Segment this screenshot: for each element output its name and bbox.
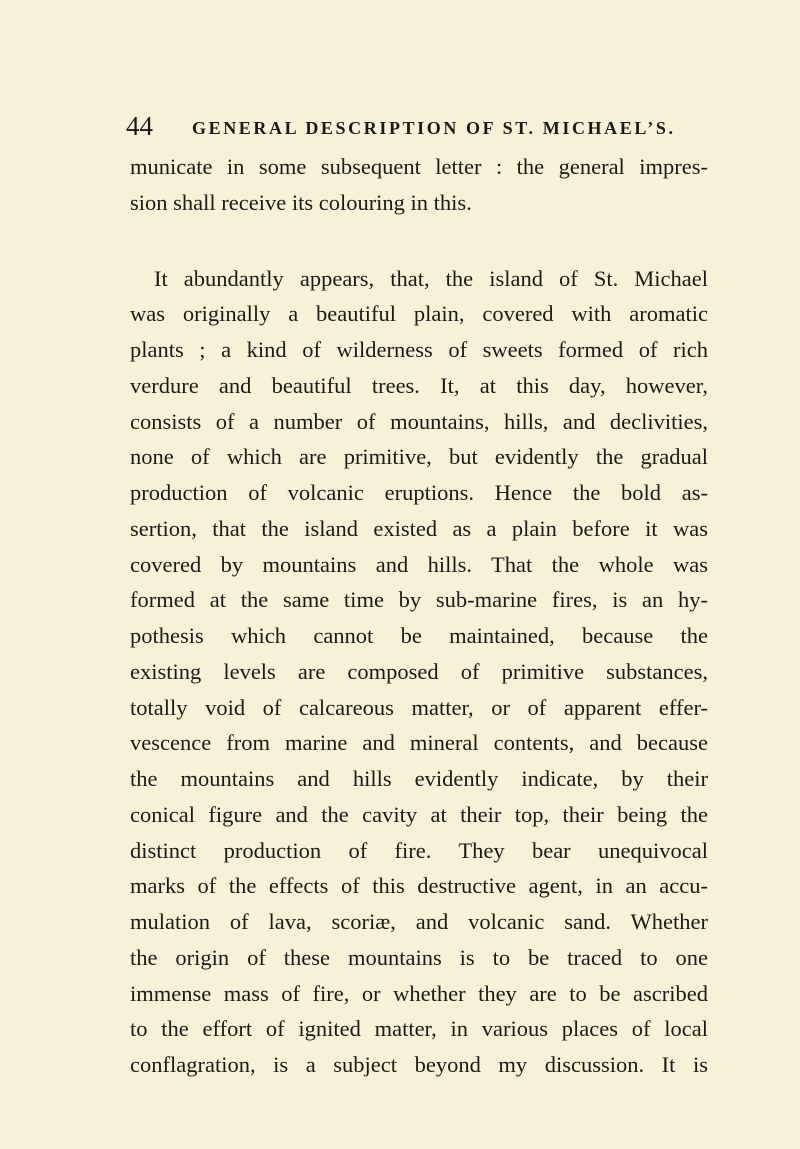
text-line: plants ; a kind of wilderness of sweets formed of rich [130,337,708,362]
text-line: sertion, that the island existed as a plain before it was [130,515,708,541]
body-text [130,149,708,1083]
text-line: pothesis which cannot be maintained, because the [130,623,708,648]
text-line: mulation of lava, scoriæ, and volcanic sand. Whether [130,909,708,934]
text-line: to the effort of ignited matter, in various places of local [130,1016,708,1042]
text-line: covered by mountains and hills. That the whole was [130,551,708,577]
page-header [126,108,716,144]
text-line: marks of the effects of this destructive agent, in an accu- [130,873,708,899]
text-line: conical figure and the cavity at their top, their being the [130,801,708,827]
text-line: sion shall receive its colouring in this. [130,189,472,215]
text-line: formed at the same time by sub-marine fires, is an hy- [130,587,708,613]
text-line: municate in some subsequent letter : the general impres- [130,154,708,179]
text-line: production of volcanic eruptions. Hence the bold as- [130,480,708,505]
text-line: totally void of calcareous matter, or of apparent effer- [130,694,708,720]
page-number: 44 [126,111,153,141]
text-line: distinct production of fire. They bear unequivocal [130,837,708,863]
text-line: existing levels are composed of primitive substances, [130,658,708,684]
text-line: vescence from marine and mineral contents, and because [130,730,708,756]
text-line: the mountains and hills evidently indicate, by their [130,766,708,791]
text-line: verdure and beautiful trees. It, at this day, however, [130,372,708,398]
text-line: immense mass of fire, or whether they are to be ascribed [130,980,708,1006]
text-line: It abundantly appears, that, the island of St. Michael [154,265,708,291]
text-line: was originally a beautiful plain, covered with aromatic [130,301,708,327]
text-line: consists of a number of mountains, hills, and declivities, [130,408,708,434]
text-line: conflagration, is a subject beyond my discussion. It is [130,1052,708,1077]
text-line: none of which are primitive, but evidently the gradual [130,444,708,470]
paragraph-2 [130,261,708,1083]
text-line: the origin of these mountains is to be traced to one [130,944,708,970]
running-head: GENERAL DESCRIPTION OF ST. MICHAEL’S. [192,118,676,138]
paragraph-1 [130,149,708,221]
